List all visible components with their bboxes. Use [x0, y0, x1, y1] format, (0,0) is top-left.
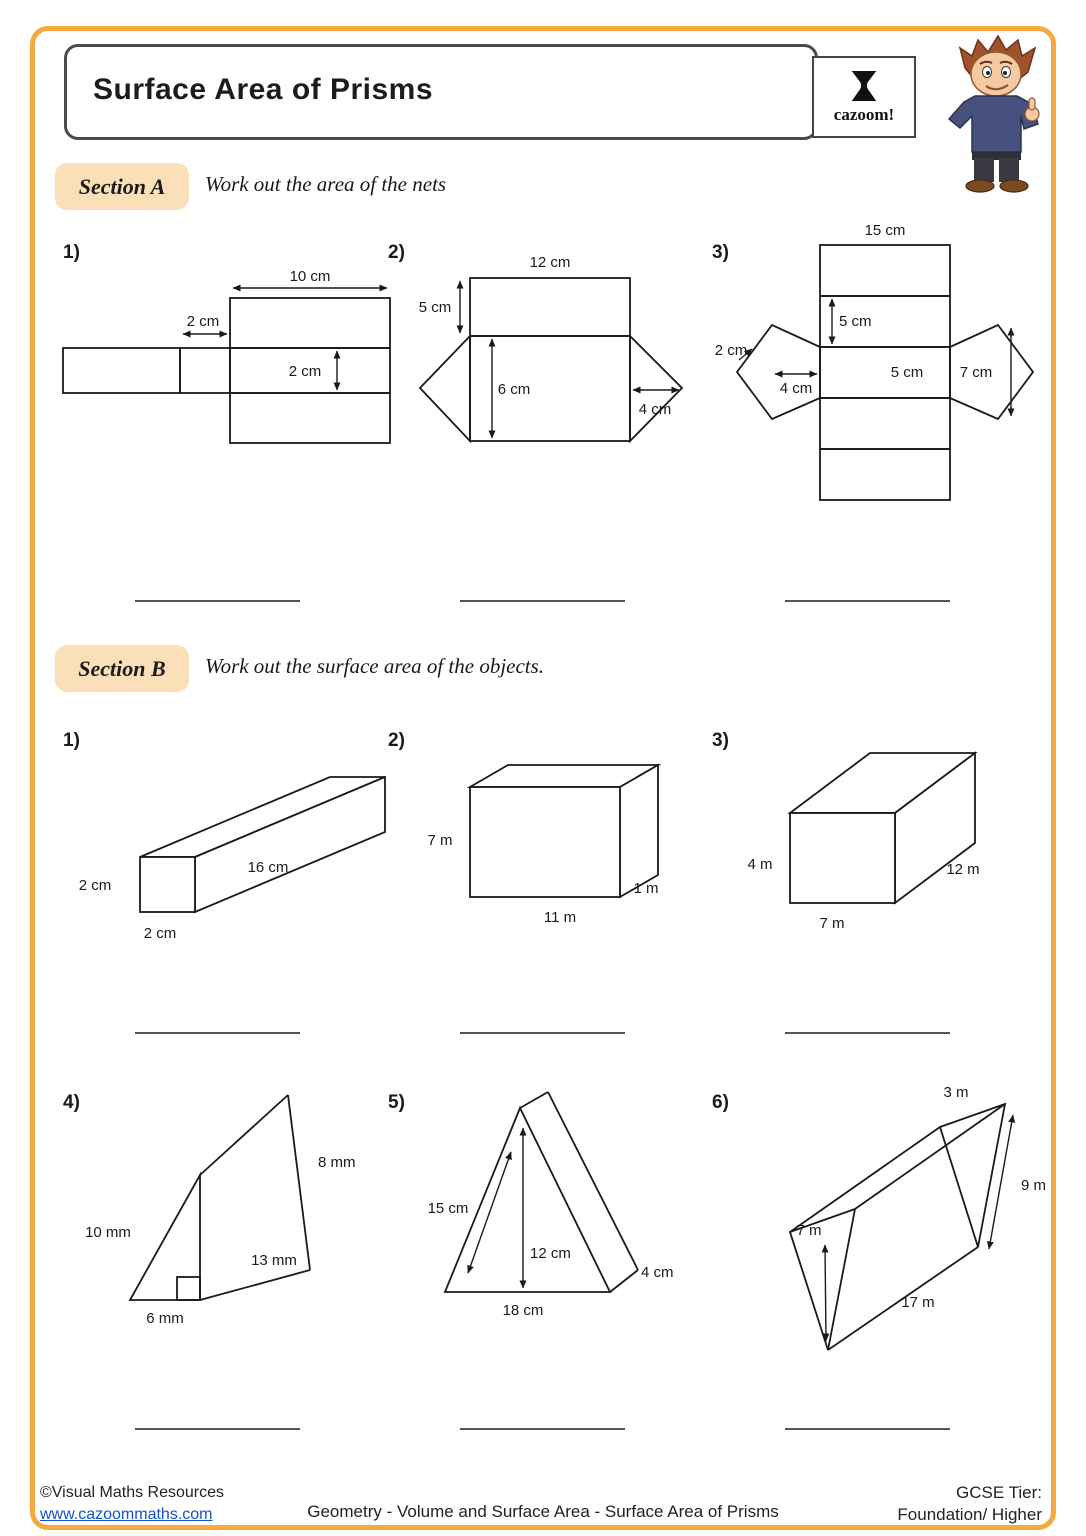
solid-shape — [790, 753, 975, 903]
net-diagram-1 — [55, 268, 400, 463]
prism-diagram-b4 — [70, 1085, 400, 1335]
answer-line[interactable] — [135, 600, 300, 602]
dimension-label: 2 cm — [288, 363, 322, 380]
dimension-label: 4 cm — [638, 401, 672, 418]
dimension-label: 6 cm — [497, 381, 531, 398]
dimension-label: 2 cm — [143, 925, 177, 942]
answer-line[interactable] — [135, 1428, 300, 1430]
tier-label: GCSE Tier: — [956, 1483, 1042, 1502]
dimension-label: 5 cm — [418, 299, 452, 316]
prism-diagram-b3 — [720, 738, 1050, 953]
solid-shape — [130, 1095, 310, 1300]
prism-diagram-b1 — [60, 752, 390, 952]
dimension-label: 15 cm — [864, 222, 906, 239]
answer-line[interactable] — [460, 1428, 625, 1430]
dimension-label: 8 mm — [318, 1154, 356, 1171]
footer-right — [897, 1482, 1042, 1526]
answer-line[interactable] — [785, 1428, 950, 1430]
dimension-label: 4 m — [747, 856, 773, 873]
page-title: Surface Area of Prisms — [93, 73, 434, 106]
net-diagram-3 — [715, 222, 1050, 517]
question-number-b6: 6) — [712, 1092, 729, 1113]
dimension-label: 7 m — [796, 1222, 822, 1239]
title-box — [64, 44, 818, 140]
section-b-label: Section B — [55, 645, 189, 692]
question-number-a1: 1) — [63, 242, 80, 263]
dimension-label: 18 cm — [502, 1302, 544, 1319]
dimension-label: 1 m — [633, 880, 659, 897]
question-number-a2: 2) — [388, 242, 405, 263]
section-a-label: Section A — [55, 163, 189, 210]
question-number-b2: 2) — [388, 730, 405, 751]
dimension-label: 17 m — [901, 1294, 935, 1311]
net-diagram-2 — [415, 253, 710, 473]
cazoom-logo — [812, 56, 916, 138]
mascot-illustration — [920, 28, 1070, 198]
dimension-label: 16 cm — [247, 859, 289, 876]
logo-text: cazoom! — [833, 105, 895, 124]
question-number-b5: 5) — [388, 1092, 405, 1113]
dimension-label: 7 m — [427, 832, 453, 849]
dimension-label: 4 cm — [779, 380, 813, 397]
footer-topic: Geometry - Volume and Surface Area - Surface Area of Prisms — [307, 1502, 779, 1521]
dimension-label: 6 mm — [146, 1310, 184, 1327]
answer-line[interactable] — [460, 1032, 625, 1034]
dimension-label: 10 mm — [85, 1224, 131, 1241]
dimension-label: 11 m — [543, 909, 577, 926]
copyright-text: ©Visual Maths Resources — [40, 1484, 225, 1501]
question-number-b1: 1) — [63, 730, 80, 751]
solid-shape — [470, 765, 658, 897]
dimension-label: 2 cm — [78, 877, 112, 894]
answer-line[interactable] — [460, 600, 625, 602]
answer-line[interactable] — [785, 600, 950, 602]
hourglass-icon — [848, 69, 880, 103]
dimension-label: 2 cm — [186, 313, 220, 330]
prism-diagram-b5 — [420, 1080, 690, 1340]
dimension-label: 13 mm — [251, 1252, 297, 1269]
section-a-instruction: Work out the area of the nets — [205, 172, 447, 196]
dimension-label: 12 cm — [529, 254, 571, 271]
dimension-label: 2 cm — [715, 342, 748, 359]
question-number-a3: 3) — [712, 242, 729, 263]
dimension-label: 3 m — [943, 1085, 969, 1101]
dimension-label: 5 cm — [890, 364, 924, 381]
solid-shape — [790, 1104, 1013, 1350]
answer-line[interactable] — [135, 1032, 300, 1034]
dimension-label: 7 cm — [959, 364, 993, 381]
dimension-label: 10 cm — [289, 268, 331, 285]
net-shape — [63, 288, 390, 443]
answer-line[interactable] — [785, 1032, 950, 1034]
question-number-b3: 3) — [712, 730, 729, 751]
dimension-label: 12 m — [946, 861, 980, 878]
mascot-shapes — [949, 36, 1039, 192]
dimension-label: 4 cm — [641, 1264, 674, 1281]
tier-value: Foundation/ Higher — [897, 1505, 1042, 1524]
section-b-instruction: Work out the surface area of the objects. — [205, 654, 545, 678]
solid-shape — [445, 1092, 638, 1292]
prism-diagram-b6 — [770, 1085, 1070, 1370]
dimension-label: 12 cm — [530, 1245, 571, 1262]
prism-diagram-b2 — [400, 752, 695, 942]
website-link[interactable]: www.cazoommaths.com — [40, 1506, 213, 1523]
dimension-label: 7 m — [819, 915, 845, 932]
solid-shape — [140, 777, 385, 912]
dimension-label: 15 cm — [427, 1200, 469, 1217]
dimension-label: 5 cm — [839, 313, 872, 330]
question-number-b4: 4) — [63, 1092, 80, 1113]
dimension-label: 9 m — [1021, 1177, 1047, 1194]
